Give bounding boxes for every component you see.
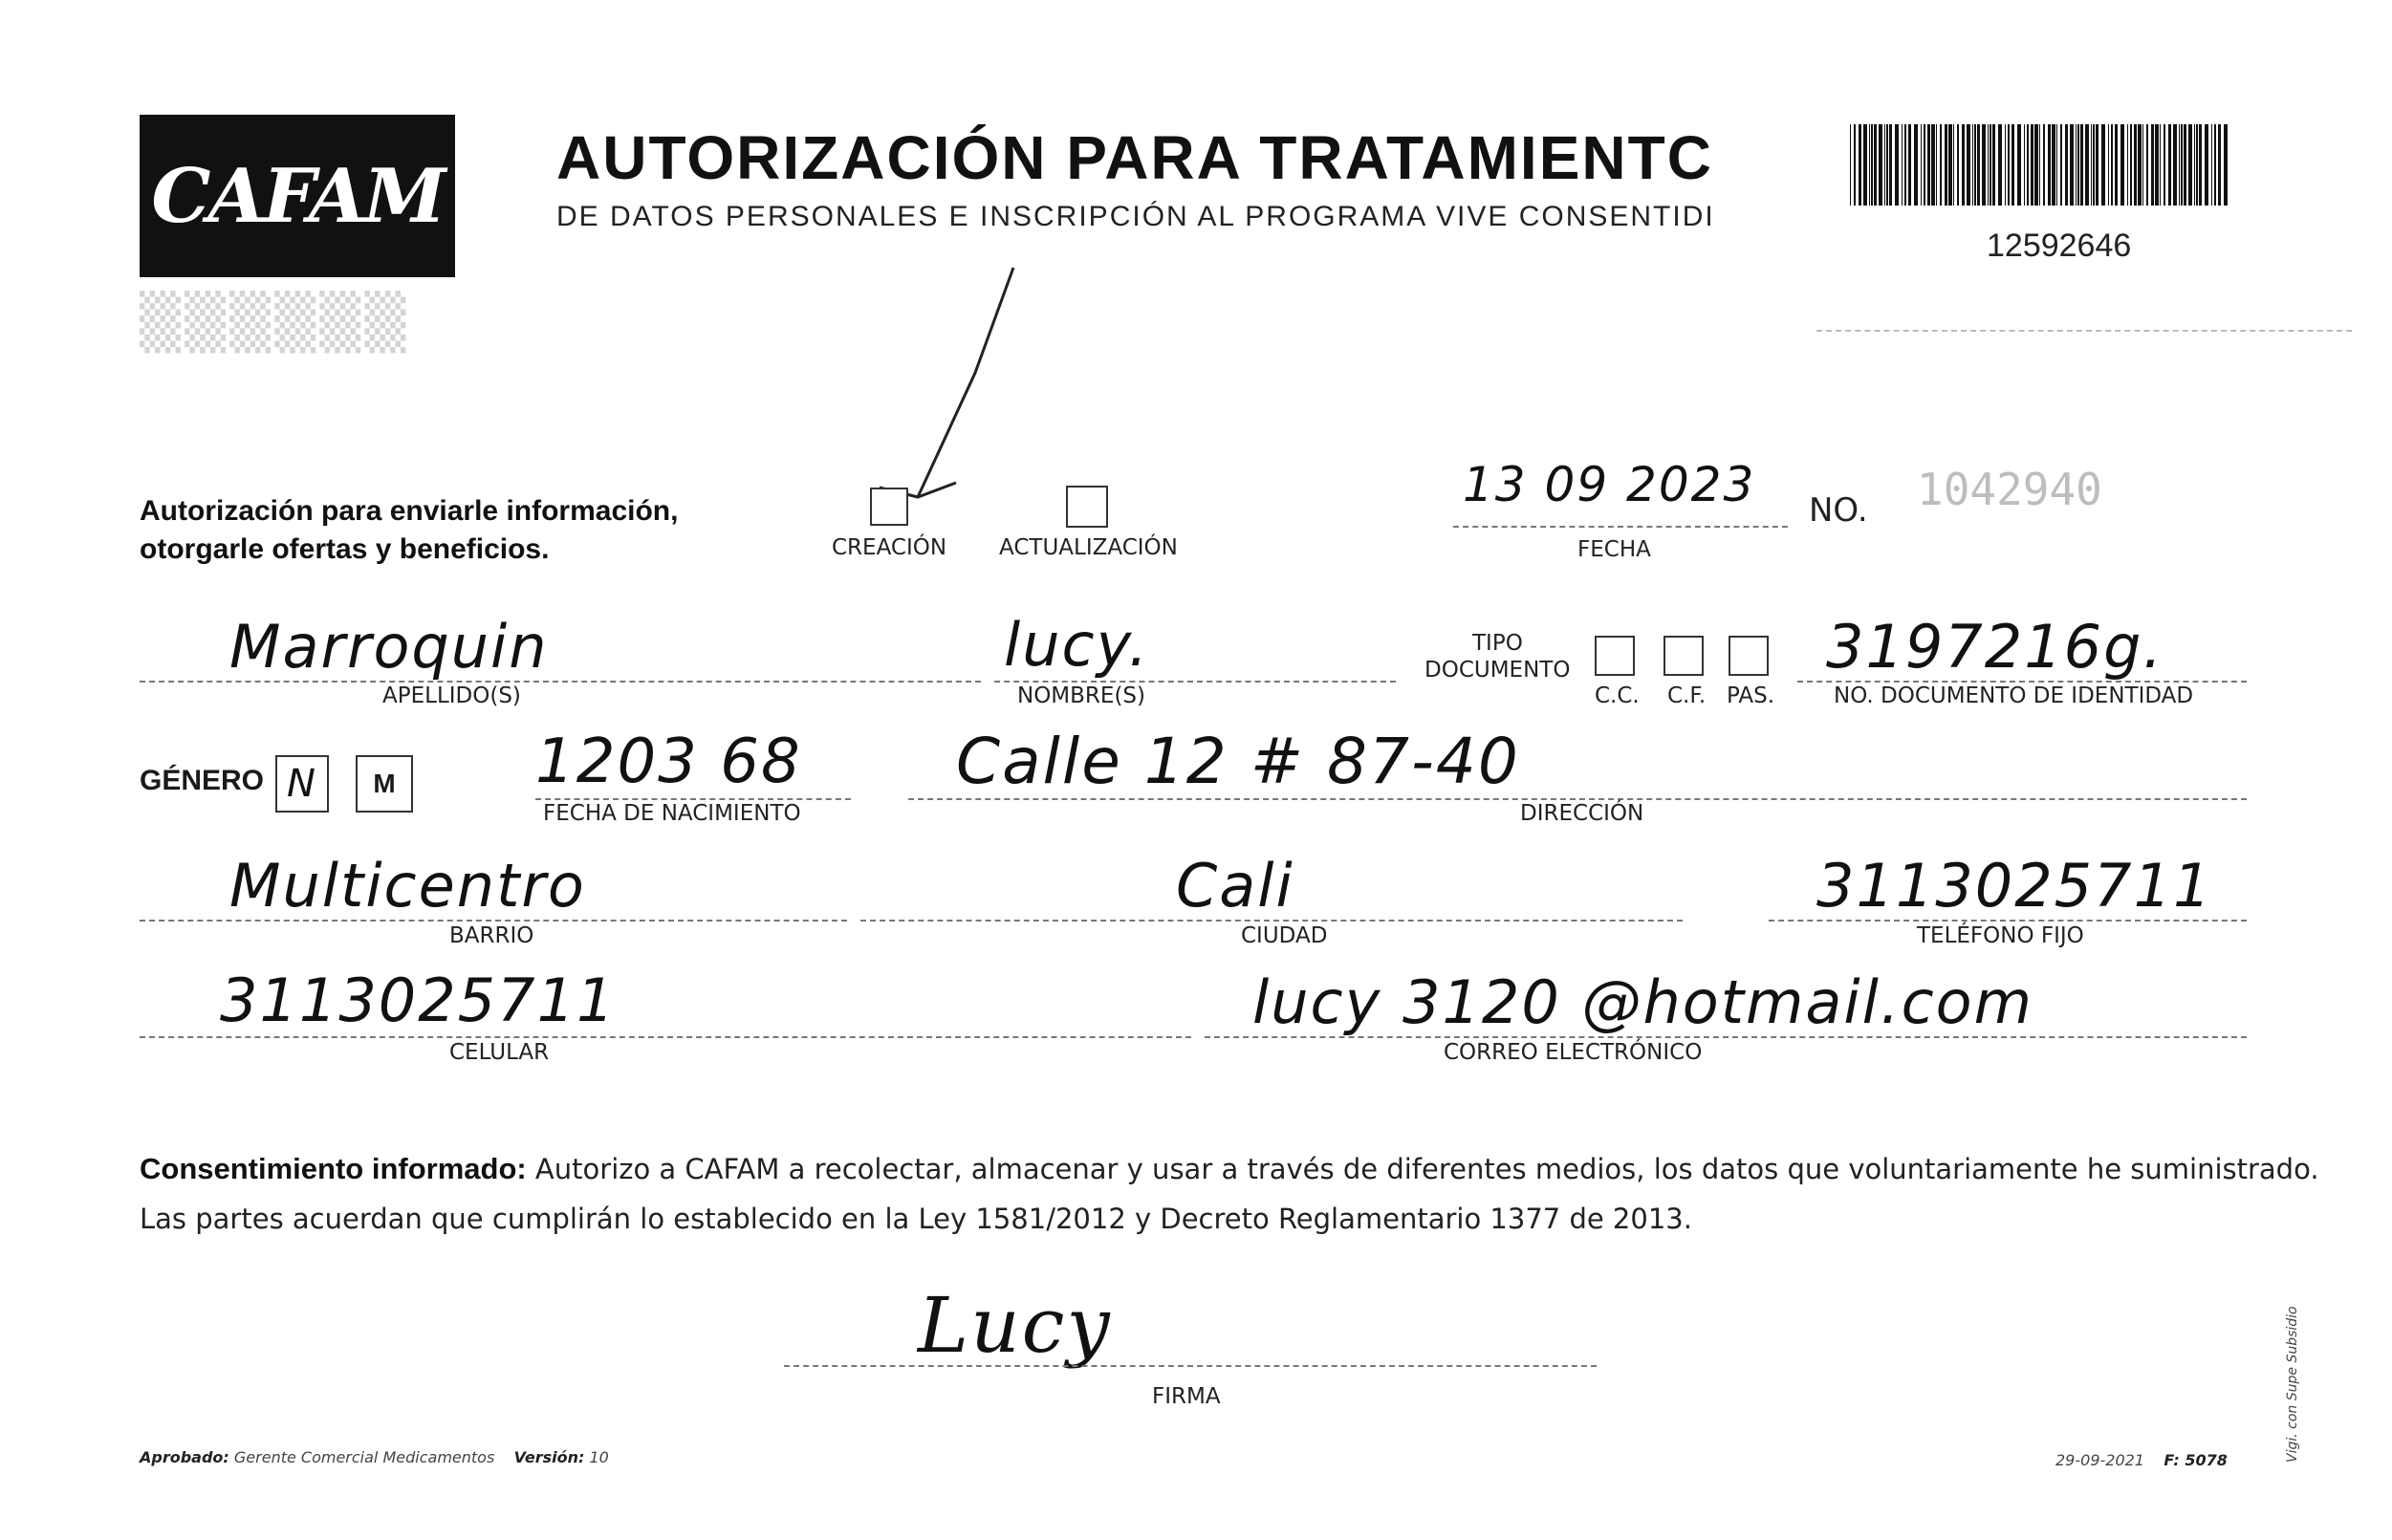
barcode-bar xyxy=(2214,124,2216,206)
footer-codes xyxy=(2055,1451,2228,1469)
actualizacion-label: ACTUALIZACIÓN xyxy=(999,535,1178,560)
barcode-bar xyxy=(2056,124,2057,206)
barcode-bar xyxy=(1957,124,1959,206)
barcode-bar xyxy=(2024,124,2025,206)
nombres-line xyxy=(994,681,1396,683)
header-divider xyxy=(1816,330,2352,332)
barcode-bar xyxy=(1990,124,1991,206)
barcode-bar xyxy=(1886,124,1888,206)
nombres-label: NOMBRE(S) xyxy=(1017,683,1145,708)
barcode-bar xyxy=(2101,124,2105,206)
barcode-bar xyxy=(1940,124,1942,206)
barcode-bar xyxy=(2120,124,2124,206)
barcode-bar xyxy=(2188,124,2192,206)
barcode-bar xyxy=(1863,124,1867,206)
barcode-bar xyxy=(1854,124,1856,206)
barcode-bar xyxy=(1889,124,1892,206)
authorization-line-2: otorgarle ofertas y beneficios. xyxy=(140,533,550,565)
footer-approval xyxy=(140,1448,609,1466)
barcode-bar xyxy=(2205,124,2208,206)
barcode-bar xyxy=(2048,124,2051,206)
barcode-bar xyxy=(1895,124,1899,206)
direccion-value: Calle 12 # 87-40 xyxy=(956,725,1520,798)
creacion-checkbox[interactable] xyxy=(870,488,908,526)
barcode-bar xyxy=(2005,124,2006,206)
barrio-label: BARRIO xyxy=(449,923,534,948)
apellidos-label: APELLIDO(S) xyxy=(382,683,521,708)
barcode-bar xyxy=(2093,124,2095,206)
fecha-label: FECHA xyxy=(1577,537,1651,562)
barcode-bar xyxy=(1879,124,1882,206)
barcode-bar xyxy=(2111,124,2113,206)
signature-line xyxy=(784,1365,1597,1367)
barcode-bar xyxy=(2034,124,2038,206)
document-subtitle: DE DATOS PERSONALES E INSCRIPCIÓN AL PROGRAMA VIVE CONSENTIDI xyxy=(556,201,1715,232)
barcode-bar xyxy=(1931,124,1935,206)
documento-label: DOCUMENTO xyxy=(1424,658,1571,683)
consent-heading: Consentimiento informado: xyxy=(140,1152,527,1185)
barcode-bar xyxy=(1914,124,1918,206)
barcode-bar xyxy=(2151,124,2154,206)
barcode-bar xyxy=(2194,124,2195,206)
correo-value: lucy 3120 @hotmail.com xyxy=(1252,967,2034,1037)
barrio-line xyxy=(140,920,847,922)
logo-faded-subtext: ▒▒▒▒▒▒ xyxy=(140,292,410,354)
barcode-bar xyxy=(1992,124,1995,206)
barcode-bar xyxy=(2160,124,2161,206)
barcode-bar xyxy=(1982,124,1986,206)
form-serial-number: 1042940 xyxy=(1917,464,2102,515)
barcode-bar xyxy=(2070,124,2074,206)
nacimiento-value: 1203 68 xyxy=(535,727,802,797)
no-documento-label: NO. DOCUMENTO DE IDENTIDAD xyxy=(1834,683,2194,708)
consent-paragraph-1 xyxy=(140,1152,2319,1186)
correo-label: CORREO ELECTRÓNICO xyxy=(1444,1040,1703,1065)
document-title: AUTORIZACIÓN PARA TRATAMIENTC xyxy=(556,123,1713,192)
signature-label: FIRMA xyxy=(1152,1384,1221,1409)
barcode-bar xyxy=(1953,124,1954,206)
barcode-bar xyxy=(1977,124,1980,206)
side-text: Vigi. con Supe Subsidio xyxy=(2285,1306,2300,1463)
barcode-bar xyxy=(2008,124,2010,206)
genero-m-box[interactable] xyxy=(356,755,413,813)
cf-checkbox[interactable] xyxy=(1664,636,1704,676)
authorization-text xyxy=(140,492,678,569)
barcode-bar xyxy=(2211,124,2212,206)
barcode-bar xyxy=(1859,124,1861,206)
barcode-bar xyxy=(1902,124,1903,206)
authorization-line-1: Autorización para enviarle información, xyxy=(140,495,679,527)
actualizacion-checkbox[interactable] xyxy=(1066,486,1108,528)
barcode-bar xyxy=(1884,124,1885,206)
genero-f-mark: N xyxy=(287,762,317,806)
telefono-label: TELÉFONO FIJO xyxy=(1917,923,2084,948)
barcode-bar xyxy=(2060,124,2062,206)
check-stroke xyxy=(860,258,1052,526)
consent-text-2: Las partes acuerdan que cumplirán lo establecido en la Ley 1581/2012 y Decreto Reglamentario 1377 de 2013. xyxy=(140,1203,1692,1235)
barcode-bar xyxy=(2146,124,2148,206)
logo-text: CAFAM xyxy=(151,152,444,240)
barcode-bar xyxy=(2031,124,2033,206)
telefono-value: 3113025711 xyxy=(1816,851,2213,921)
barcode-bar xyxy=(2199,124,2202,206)
barcode-bar xyxy=(1869,124,1870,206)
genero-m-letter: M xyxy=(373,769,396,798)
barcode-bar xyxy=(2091,124,2092,206)
barcode-bar xyxy=(2134,124,2137,206)
nacimiento-line xyxy=(535,798,851,800)
barcode-bar xyxy=(1927,124,1930,206)
ciudad-line xyxy=(860,920,1683,922)
cf-label: C.F. xyxy=(1667,683,1707,708)
ciudad-label: CIUDAD xyxy=(1241,923,1328,948)
signature-value: Lucy xyxy=(918,1281,1112,1370)
barcode-bar xyxy=(2027,124,2029,206)
barcode-bar xyxy=(1988,124,1989,206)
barcode-bar xyxy=(2184,124,2186,206)
direccion-line xyxy=(908,798,2247,800)
barcode-bar xyxy=(2164,124,2165,206)
barcode-bar xyxy=(1936,124,1937,206)
nacimiento-label: FECHA DE NACIMIENTO xyxy=(543,801,801,826)
barcode-bar xyxy=(2142,124,2143,206)
barcode-bar xyxy=(2127,124,2128,206)
barcode-bar xyxy=(2168,124,2171,206)
form-code: F: 5078 xyxy=(2164,1451,2228,1469)
celular-label: CELULAR xyxy=(449,1040,550,1065)
barcode-bar xyxy=(1874,124,1877,206)
barcode-bar xyxy=(1871,124,1873,206)
cc-label: C.C. xyxy=(1595,683,1640,708)
barcode-bar xyxy=(1921,124,1922,206)
barcode-bar xyxy=(2155,124,2159,206)
barcode-bar xyxy=(2077,124,2079,206)
barcode-bar xyxy=(2115,124,2118,206)
cafam-logo xyxy=(140,115,455,277)
barcode-bar xyxy=(1967,124,1970,206)
apellidos-value: Marroquin xyxy=(229,612,549,682)
barcode-bar xyxy=(2043,124,2045,206)
ciudad-value: Cali xyxy=(1176,851,1294,921)
direccion-label: DIRECCIÓN xyxy=(1520,801,1644,826)
creacion-label: CREACIÓN xyxy=(832,535,947,560)
apellidos-line xyxy=(140,681,981,683)
barcode-bar xyxy=(2173,124,2177,206)
tipo-label: TIPO xyxy=(1472,631,1523,656)
barcode-number: 12592646 xyxy=(1987,228,2132,264)
documento-line xyxy=(1797,681,2247,683)
barcode-bar xyxy=(2080,124,2083,206)
celular-value: 3113025711 xyxy=(220,965,617,1035)
barcode-bar xyxy=(2181,124,2183,206)
barcode-bar xyxy=(1948,124,1952,206)
no-label: NO. xyxy=(1809,491,1868,530)
barcode-bar xyxy=(2096,124,2098,206)
consent-text-1: Autorizo a CAFAM a recolectar, almacenar y usar a través de diferentes medios, los datos que voluntariamente he suministrado. xyxy=(526,1153,2319,1185)
barcode-bar xyxy=(1945,124,1947,206)
barcode-bar xyxy=(2108,124,2109,206)
fecha-line xyxy=(1453,526,1788,528)
barcode-bar xyxy=(2017,124,2021,206)
fecha-value: 13 09 2023 xyxy=(1463,457,1756,512)
barcode-bar xyxy=(1974,124,1976,206)
barcode-bar xyxy=(2196,124,2198,206)
barcode-bar xyxy=(2011,124,2014,206)
barcode-bar xyxy=(2138,124,2142,206)
barcode-bar xyxy=(1972,124,1973,206)
barcode-bar xyxy=(2065,124,2068,206)
pas-label: PAS. xyxy=(1727,683,1775,708)
nombres-value: lucy. xyxy=(1004,610,1150,680)
barcode-bar xyxy=(2052,124,2055,206)
barcode-bar xyxy=(2085,124,2089,206)
barcode-bar xyxy=(2224,124,2228,206)
barrio-value: Multicentro xyxy=(229,851,586,921)
barcode-bar xyxy=(2130,124,2132,206)
barcode-bar xyxy=(2218,124,2221,206)
celular-line xyxy=(140,1036,1191,1038)
barcode-bar xyxy=(2039,124,2040,206)
genero-label: GÉNERO xyxy=(140,765,265,796)
barcode-bar xyxy=(2076,124,2077,206)
version-label: Versión: xyxy=(513,1448,585,1466)
correo-line xyxy=(1205,1036,2247,1038)
aprobado-value: Gerente Comercial Medicamentos xyxy=(233,1448,495,1466)
cc-checkbox[interactable] xyxy=(1595,636,1635,676)
barcode-bar xyxy=(1962,124,1965,206)
documento-value: 3197216g. xyxy=(1826,612,2164,682)
barcode-bar xyxy=(1850,124,1851,206)
barcode-bar xyxy=(1998,124,2002,206)
barcode-bar xyxy=(2179,124,2180,206)
barcode-bar xyxy=(1904,124,1906,206)
date-code: 29-09-2021 xyxy=(2055,1451,2144,1469)
barcode-bar xyxy=(1908,124,1911,206)
barcode-bar xyxy=(1924,124,1925,206)
aprobado-label: Aprobado: xyxy=(140,1448,229,1466)
version-value: 10 xyxy=(589,1448,609,1466)
pas-checkbox[interactable] xyxy=(1729,636,1769,676)
telefono-line xyxy=(1769,920,2247,922)
barcode-image xyxy=(1850,124,2230,206)
genero-f-box[interactable] xyxy=(275,755,329,813)
